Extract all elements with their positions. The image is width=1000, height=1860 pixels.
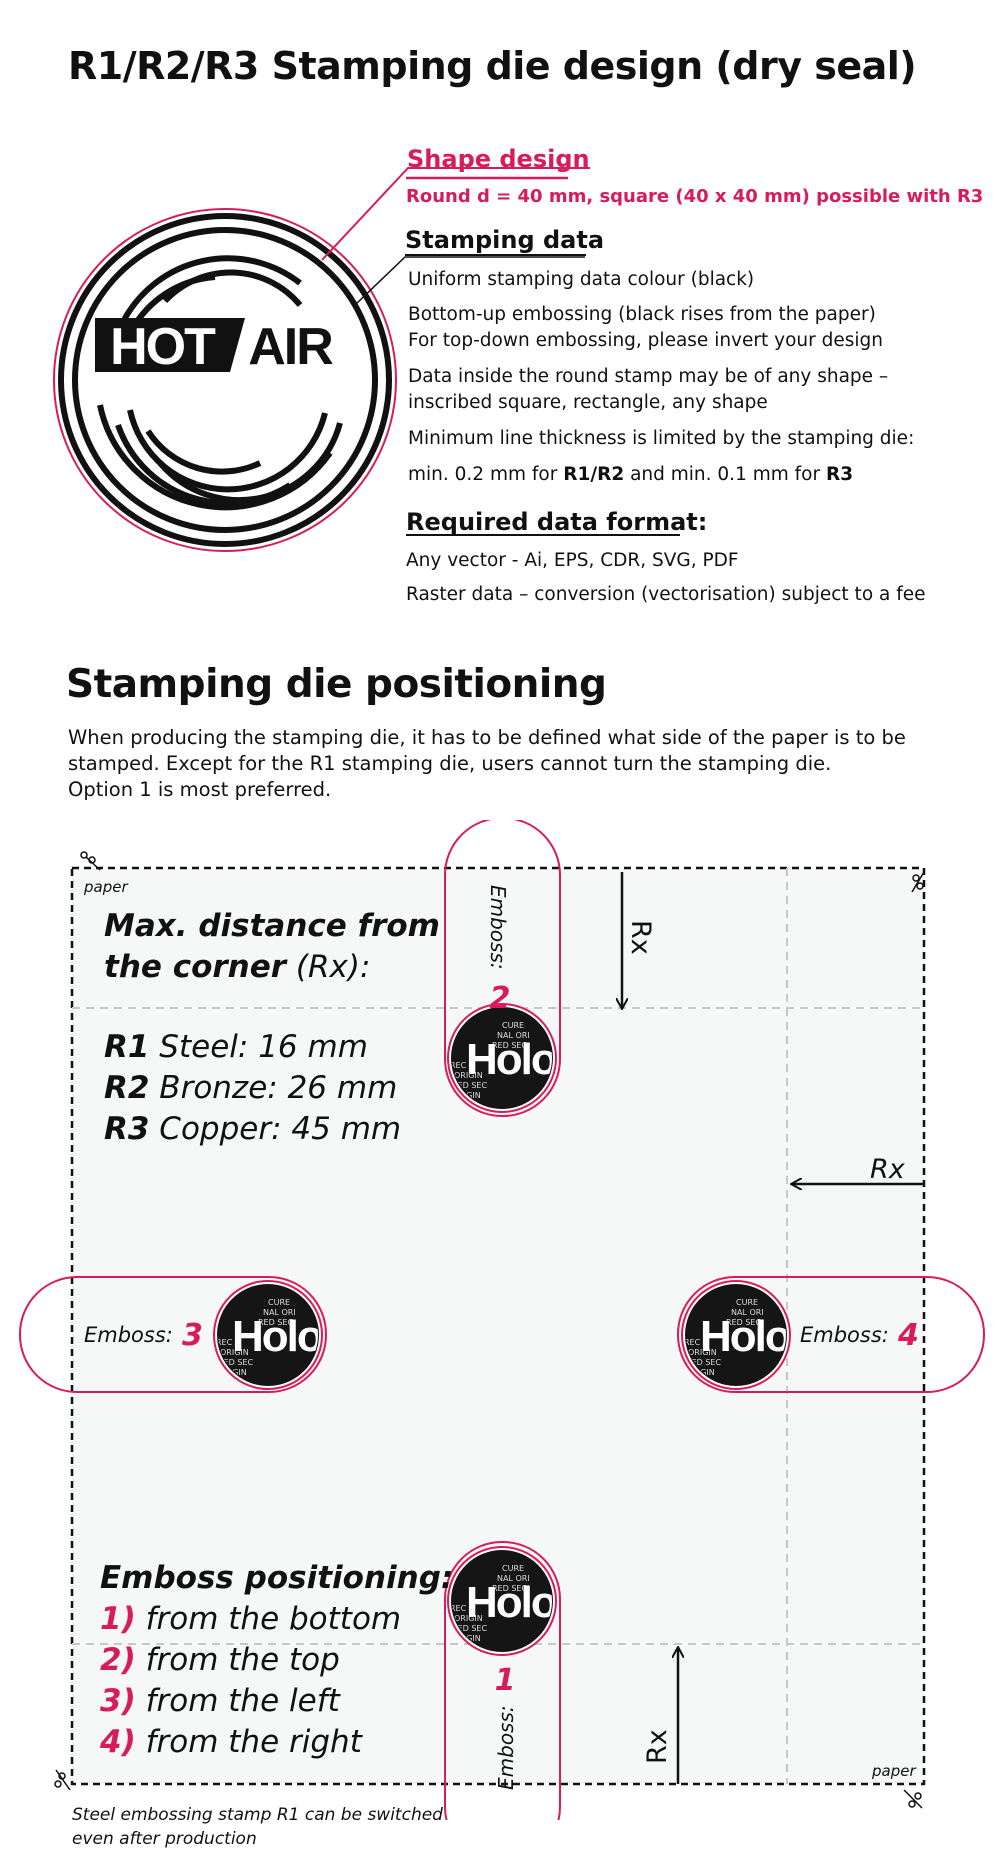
holo-seal-right: [682, 1281, 791, 1389]
logo-hot-text: HOT: [110, 318, 214, 376]
shape-design-text: Round d = 40 mm, square (40 x 40 mm) possible with R3: [406, 186, 984, 207]
emboss-option-number: 2): [100, 1642, 136, 1678]
emboss-positioning: [100, 1558, 453, 1763]
distance-label: Bronze: 26 mm: [149, 1070, 398, 1106]
emboss-option: [100, 1640, 453, 1681]
logo-air-text: AIR: [248, 318, 332, 376]
min-line-code: R1/R2: [563, 464, 625, 485]
stamping-data-line: Uniform stamping data colour (black): [408, 269, 755, 290]
emboss-option-number: 3): [100, 1683, 136, 1719]
shape-design-heading: [407, 145, 590, 173]
emboss-option-text: from the bottom: [135, 1601, 402, 1637]
stamping-data-line: Minimum line thickness is limited by the stamping die:: [408, 428, 915, 449]
footnote-line: Steel embossing stamp R1 can be switched: [72, 1805, 443, 1825]
emboss-option-text: from the top: [135, 1642, 340, 1678]
emboss-label-bottom: Emboss:: [494, 1705, 518, 1790]
intro-line: stamped. Except for the R1 stamping die, users cannot turn the stamping die.: [68, 752, 832, 775]
emboss-positioning-heading: Emboss positioning:: [100, 1560, 454, 1596]
emboss-option: [100, 1722, 453, 1763]
max-distance-line2-bold: the corner: [104, 949, 287, 985]
distance-code: R3: [104, 1111, 150, 1147]
max-distance-line2: [104, 947, 440, 988]
emboss-number-top: 2: [489, 981, 511, 1016]
emboss-number-bottom: 1: [494, 1663, 516, 1698]
distance-label: Steel: 16 mm: [149, 1029, 368, 1065]
emboss-option-text: from the left: [135, 1683, 340, 1719]
distance-label: Copper: 45 mm: [149, 1111, 402, 1147]
stamping-data-line: For top-down embossing, please invert your design: [408, 330, 883, 351]
emboss-number-right: 4: [898, 1318, 919, 1353]
emboss-number-left: 3: [182, 1318, 203, 1353]
heading-underlines: [400, 170, 710, 550]
max-distance-line1: Max. distance from: [104, 908, 440, 944]
max-distance-heading: [104, 906, 440, 988]
footnote-line: even after production: [72, 1829, 257, 1849]
page-title: R1/R2/R3 Stamping die design (dry seal): [68, 44, 917, 88]
data-format-line: Raster data – conversion (vectorisation) subject to a fee: [406, 584, 926, 605]
distance-row: [104, 1109, 401, 1150]
emboss-option-number: 1): [100, 1601, 136, 1637]
distance-code: R2: [104, 1070, 150, 1106]
distance-row: [104, 1027, 401, 1068]
stamping-data-line: Data inside the round stamp may be of any shape –: [408, 366, 889, 387]
rx-label-top: Rx: [625, 920, 656, 955]
emboss-label-left: Emboss:: [84, 1323, 173, 1347]
positioning-heading: Stamping die positioning: [66, 662, 607, 707]
emboss-option-number: 4): [100, 1724, 136, 1760]
rx-label-right: Rx: [870, 1154, 905, 1185]
intro-line: Option 1 is most preferred.: [68, 778, 332, 801]
emboss-option-text: from the right: [135, 1724, 362, 1760]
holo-seal-top: [448, 1004, 557, 1112]
paper-label-top: paper: [84, 878, 128, 896]
stamping-data-heading: Stamping data: [405, 226, 605, 254]
min-line-part: min. 0.2 mm for: [408, 464, 564, 485]
max-distance-line2-suffix: (Rx):: [286, 949, 371, 985]
data-format-line: Any vector - Ai, EPS, CDR, SVG, PDF: [406, 550, 739, 571]
shape-design-heading-label: Shape design: [407, 145, 590, 173]
holo-seal-bottom: [448, 1547, 557, 1655]
distance-code: R1: [104, 1029, 150, 1065]
positioning-intro: [68, 725, 968, 803]
min-line-code: R3: [825, 464, 854, 485]
emboss-label-right: Emboss:: [800, 1323, 889, 1347]
intro-line: When producing the stamping die, it has to be defined what side of the paper is to be: [68, 726, 906, 749]
data-format-heading: Required data format:: [406, 508, 708, 536]
stamping-data-line: Bottom-up embossing (black rises from the paper): [408, 304, 876, 325]
rx-label-bottom: Rx: [642, 1729, 673, 1764]
distance-row: [104, 1068, 401, 1109]
emboss-label-top: Emboss:: [486, 885, 510, 970]
holo-seal-left: [214, 1281, 323, 1389]
emboss-option: [100, 1599, 453, 1640]
footnote: [72, 1803, 443, 1851]
emboss-option: [100, 1681, 453, 1722]
paper-label-bottom: paper: [872, 1762, 916, 1780]
stamp-distances: [104, 1027, 401, 1150]
min-line-part: and min. 0.1 mm for: [624, 464, 826, 485]
stamping-data-line: inscribed square, rectangle, any shape: [408, 392, 768, 413]
